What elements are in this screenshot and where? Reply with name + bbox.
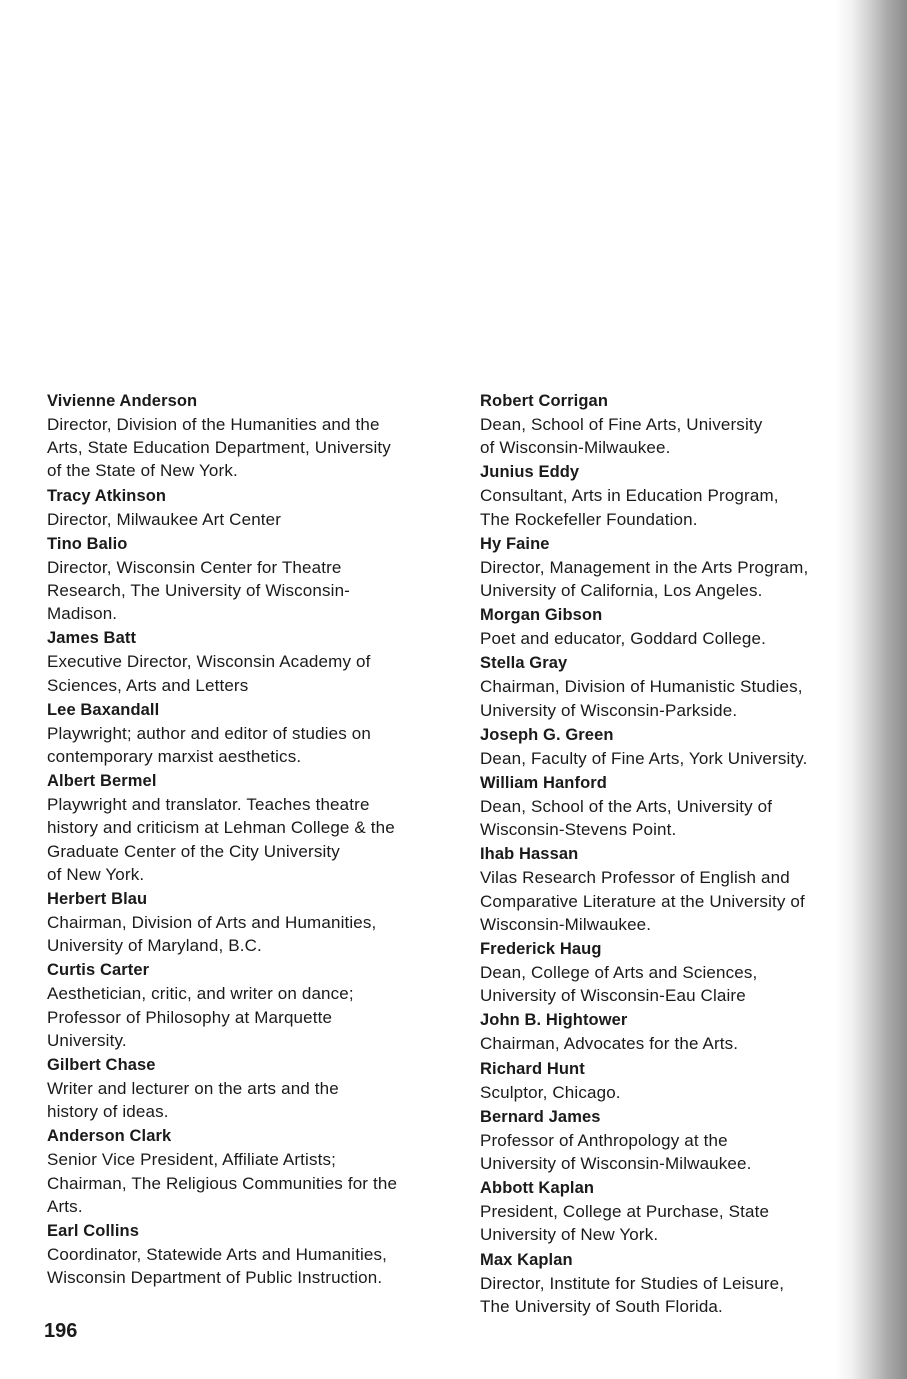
contributor-description: Sculptor, Chicago. <box>480 1082 621 1102</box>
contributor-description: Playwright; author and editor of studies on contemporary marxist aesthetics. <box>47 723 371 767</box>
contributor-name: Earl Collins <box>47 1222 139 1241</box>
contributor-entry <box>47 699 457 768</box>
contributor-entry <box>47 888 457 957</box>
contributor-description: Professor of Anthropology at the University of Wisconsin-Milwaukee. <box>480 1130 752 1174</box>
contributor-entry <box>47 1054 457 1123</box>
contributor-entry <box>480 461 880 530</box>
contributor-description: Chairman, Division of Humanistic Studies, University of Wisconsin-Parkside. <box>480 677 803 720</box>
contributor-name: Junius Eddy <box>480 463 580 482</box>
contributor-name: Tracy Atkinson <box>47 486 167 505</box>
contributor-name: Gilbert Chase <box>47 1056 156 1075</box>
contributor-description: Director, Milwaukee Art Center <box>47 509 282 529</box>
contributor-description: President, College at Purchase, State University of New York. <box>480 1202 770 1245</box>
right-column <box>480 390 880 1320</box>
contributor-name: Albert Bermel <box>47 772 157 791</box>
contributor-description: Vilas Research Professor of English and Comparative Literature at the University of Wisconsin-Milwaukee. <box>480 868 805 934</box>
contributor-description: Dean, College of Arts and Sciences, University of Wisconsin-Eau Claire <box>480 963 758 1006</box>
contributor-name: Ihab Hassan <box>480 845 579 864</box>
contributor-description: Playwright and translator. Teaches theatre history and criticism at Lehman College & the Graduate Center of the City University of New York. <box>47 795 395 884</box>
contributor-name: William Hanford <box>480 774 607 793</box>
contributor-name: Bernard James <box>480 1107 601 1126</box>
contributor-entry <box>480 533 880 602</box>
contributor-description: Dean, School of the Arts, University of Wisconsin-Stevens Point. <box>480 797 773 840</box>
contributor-description: Consultant, Arts in Education Program, The Rockefeller Foundation. <box>480 486 779 529</box>
contributor-name: Joseph G. Green <box>480 725 614 744</box>
contributor-description: Coordinator, Statewide Arts and Humanities, Wisconsin Department of Public Instruction. <box>47 1245 388 1288</box>
contributor-entry <box>47 959 457 1052</box>
contributor-description: Dean, School of Fine Arts, University of Wisconsin-Milwaukee. <box>480 415 763 458</box>
contributor-description: Senior Vice President, Affiliate Artists; Chairman, The Religious Communities for the Arts. <box>47 1150 398 1216</box>
contributor-name: Morgan Gibson <box>480 606 603 625</box>
contributor-name: Abbott Kaplan <box>480 1179 595 1198</box>
left-column <box>47 390 457 1291</box>
contributor-name: John B. Hightower <box>480 1011 628 1030</box>
page-number: 196 <box>44 1320 78 1342</box>
contributor-entry <box>480 1249 880 1318</box>
contributor-description: Writer and lecturer on the arts and the history of ideas. <box>47 1079 339 1122</box>
contributor-description: Director, Management in the Arts Program, University of California, Los Angeles. <box>480 557 809 601</box>
contributor-description: Director, Institute for Studies of Leisure, The University of South Florida. <box>480 1273 785 1316</box>
contributor-name: Richard Hunt <box>480 1059 585 1078</box>
contributor-entry <box>480 1177 880 1246</box>
contributor-entry <box>480 604 880 650</box>
contributor-description: Executive Director, Wisconsin Academy of Sciences, Arts and Letters <box>47 652 371 695</box>
contributor-name: Hy Faine <box>480 534 550 553</box>
contributor-name: Curtis Carter <box>47 961 150 980</box>
contributor-entry <box>47 1125 457 1218</box>
contributor-entry <box>480 1106 880 1175</box>
contributor-description: Director, Division of the Humanities and the Arts, State Education Department, University of the State of New York. <box>47 415 391 481</box>
contributor-entry <box>480 772 880 841</box>
contributor-name: Anderson Clark <box>47 1127 172 1146</box>
contributor-name: Robert Corrigan <box>480 392 609 410</box>
contributor-description: Poet and educator, Goddard College. <box>480 629 766 649</box>
contributor-entry <box>47 627 457 696</box>
contributor-description: Chairman, Advocates for the Arts. <box>480 1034 739 1054</box>
contributor-entry <box>480 1058 880 1104</box>
contributor-entry <box>47 533 457 626</box>
contributor-entry <box>47 390 457 483</box>
contributor-entry <box>480 843 880 936</box>
contributor-description: Dean, Faculty of Fine Arts, York University. <box>480 748 808 768</box>
contributor-entry <box>480 724 880 770</box>
contributor-entry <box>480 1009 880 1055</box>
contributor-name: Stella Gray <box>480 654 568 673</box>
contributor-name: Tino Balio <box>47 534 128 553</box>
contributor-name: Herbert Blau <box>47 890 148 909</box>
contributor-entry <box>47 485 457 531</box>
contributor-name: Lee Baxandall <box>47 700 160 719</box>
contributor-entry <box>480 652 880 721</box>
contributor-entry <box>47 770 457 886</box>
contributor-description: Aesthetician, critic, and writer on dance; Professor of Philosophy at Marquette University. <box>47 984 354 1050</box>
contributor-description: Director, Wisconsin Center for Theatre Research, The University of Wisconsin- Madison. <box>47 557 350 624</box>
contributor-name: Frederick Haug <box>480 940 602 959</box>
contributor-name: Max Kaplan <box>480 1250 573 1269</box>
contributor-entry <box>480 390 880 459</box>
contributor-description: Chairman, Division of Arts and Humanities, University of Maryland, B.C. <box>47 913 377 956</box>
contributor-name: James Batt <box>47 629 137 648</box>
contributor-name: Vivienne Anderson <box>47 392 198 410</box>
contributor-entry <box>47 1220 457 1289</box>
contributor-entry <box>480 938 880 1007</box>
